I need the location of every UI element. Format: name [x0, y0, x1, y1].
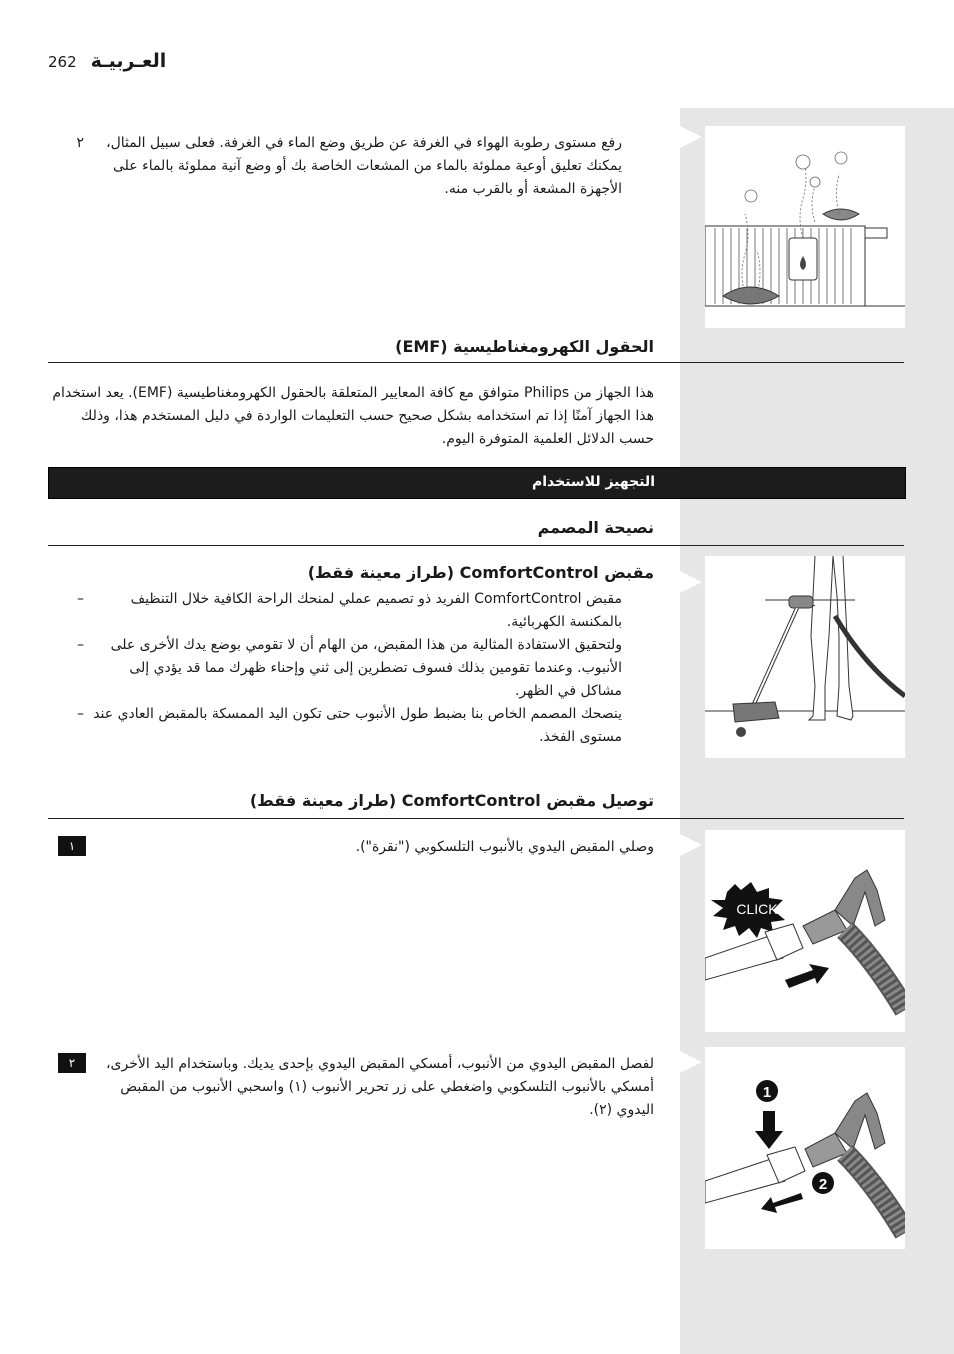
marker-2-label: 2: [818, 1176, 828, 1193]
release-handle-illustration: [705, 1047, 905, 1249]
step-badge: ٢: [58, 1053, 86, 1073]
dash-mark: –: [77, 706, 84, 722]
notch-marker: [680, 571, 702, 593]
list-item: [50, 703, 622, 749]
humidity-step: [50, 132, 622, 201]
emf-text: هذا الجهاز من Philips متوافق مع كافة المعايير المتعلقة بالحقول الكهرومغناطيسية (EMF). يعد استخدام هذا الجهاز آمنًا إذا تم استخدامه بشكل صحيح حسب التعليمات الواردة في دليل المستخدم هذا، وذلك حسب الدلائل العلمية المتوفرة اليوم.: [52, 385, 654, 447]
section-bar: [48, 467, 906, 499]
marker-1-label: 1: [762, 1084, 772, 1101]
step-number: ٢: [76, 135, 84, 151]
divider: [48, 545, 904, 546]
page-language: العـربيـة: [90, 50, 167, 72]
release-handle-drawing: [705, 1047, 905, 1249]
dash-mark: –: [77, 591, 84, 607]
dash-mark: –: [77, 637, 84, 653]
notch-marker: [680, 834, 702, 856]
notch-marker: [680, 126, 702, 148]
attach-handle-illustration: [705, 830, 905, 1032]
list-item: [50, 588, 622, 634]
click-label: CLICK: [736, 901, 778, 917]
section-title: التجهيز للاستخدام: [531, 474, 655, 490]
attach-heading: توصيل مقبض ComfortControl (طراز معينة فقط): [249, 791, 654, 810]
vacuum-posture-illustration: [705, 556, 905, 758]
attach-step-2-text: لفصل المقبض اليدوي من الأنبوب، أمسكي المقبض اليدوي بإحدى يديك. وباستخدام اليد الأخرى، أمسكي بالأنبوب التلسكوبي واضغطي على زر تحرير الأنبوب (١) واسحبي الأنبوب من المقبض اليدوي (٢).: [106, 1056, 654, 1118]
humidity-text: رفع مستوى رطوبة الهواء في الغرفة عن طريق وضع الماء في الغرفة. فعلى سبيل المثال، يمكنك تعليق أوعية مملوئة بالماء من المشعات الخاصة بك أو وضع آنية مملوئة بالماء على الأجهزة المشعة أو بالقرب منه.: [106, 135, 622, 197]
comfort-bullet-3: ينصحك المصمم الخاص بنا بضبط طول الأنبوب حتى تكون اليد الممسكة بالمقبض العادي عند مستوى الفخذ.: [93, 706, 622, 745]
notch-marker: [680, 1051, 702, 1073]
push-arrow: [785, 964, 829, 988]
comfort-list: [50, 588, 622, 749]
pull-arrow: [761, 1193, 803, 1213]
advice-heading: نصيحة المصمم: [537, 518, 654, 537]
attach-handle-drawing: [705, 830, 905, 1032]
attach-step-1: [50, 836, 654, 859]
emf-heading: الحقول الكهرومغناطيسية (EMF): [395, 337, 654, 356]
vacuum-posture-drawing: [705, 556, 905, 758]
comfort-bullet-2: ولتحقيق الاستفادة المثالية من هذا المقبض، من الهام أن لا تقومي بوضع يدك الأخرى على الأنبوب. وعندما تقومين بذلك فسوف تضطرين إلى ثني وإحناء ظهرك مما قد يؤدي إلى مشاكل في الظهر.: [110, 637, 622, 699]
comfort-heading: مقبض ComfortControl (طراز معينة فقط): [307, 563, 654, 582]
attach-step-2: [50, 1053, 654, 1122]
divider: [48, 818, 904, 819]
page-header: [48, 50, 166, 72]
list-item: [50, 634, 622, 703]
divider: [48, 362, 904, 363]
step-badge: ١: [58, 836, 86, 856]
page-number: 262: [48, 53, 77, 71]
attach-step-1-text: وصلي المقبض اليدوي بالأنبوب التلسكوبي ("نقرة").: [355, 839, 654, 855]
comfort-bullet-1: مقبض ComfortControl الفريد ذو تصميم عملي لمنحك الراحة الكافية خلال التنظيف بالمكنسة الكهربائية.: [130, 591, 622, 630]
radiator-drawing: [705, 126, 905, 328]
press-arrow: [755, 1111, 783, 1149]
radiator-illustration: [705, 126, 905, 328]
